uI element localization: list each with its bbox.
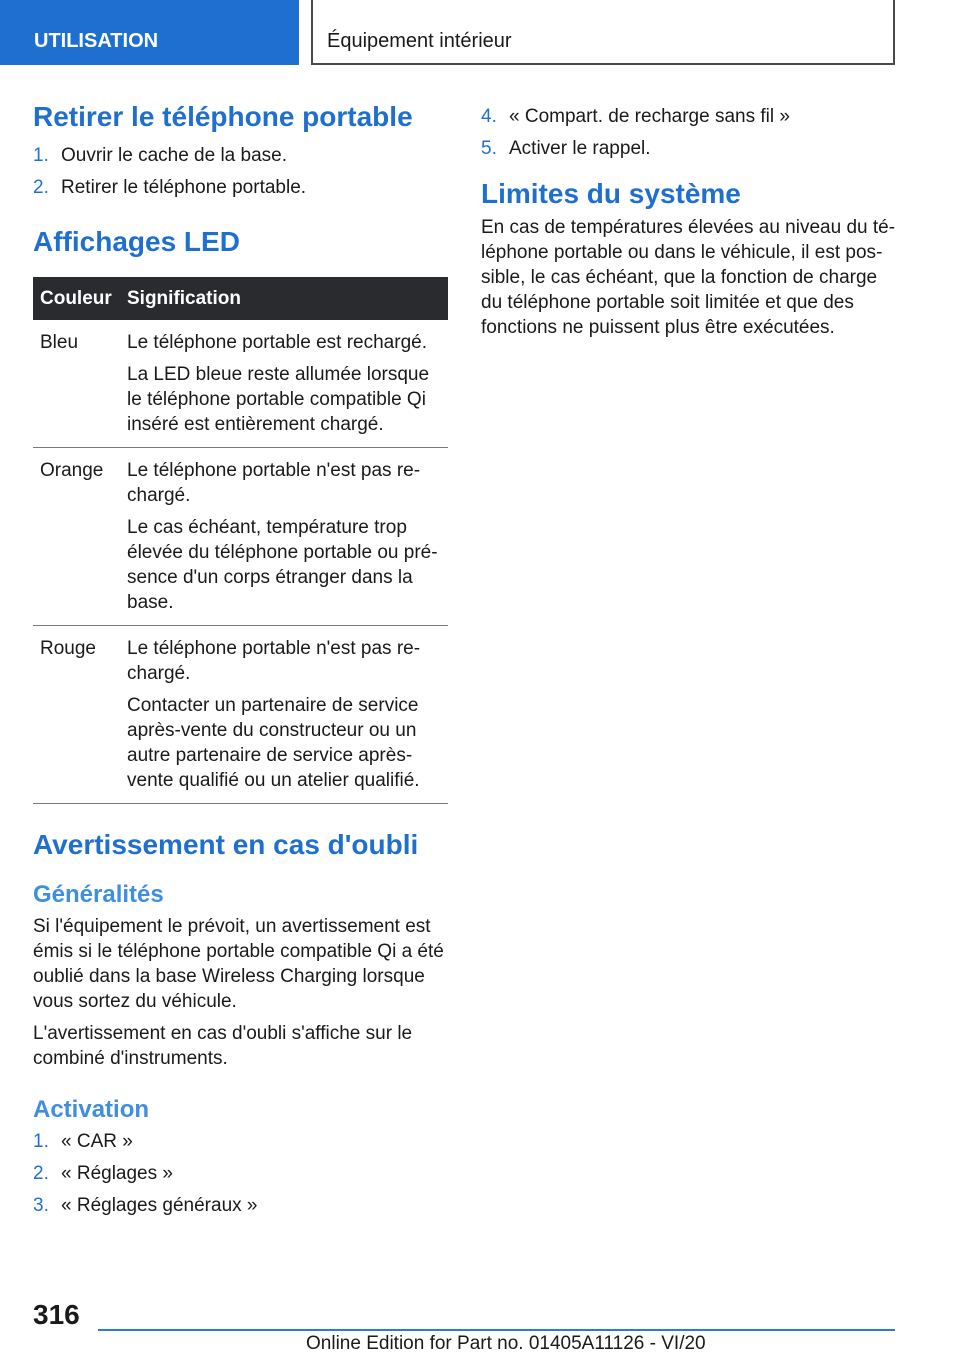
list-item: 5. Activer le rappel. — [481, 138, 651, 159]
list-item: 2. Retirer le téléphone portable. — [33, 177, 307, 198]
paragraph: L'avertissement en cas d'oubli s'affiche sur le combiné d'instruments. — [33, 1023, 413, 1069]
right-column — [481, 104, 896, 340]
list-item: 1. « CAR » — [33, 1131, 133, 1152]
chapter-title: Équipement intérieur — [311, 0, 895, 65]
table-row: Orange Le téléphone portable n'est pas rechargé. Le cas échéant, température trop élevée du téléphone portable ou présence d'un corps étranger dans la base. — [33, 448, 448, 626]
heading-activation: Activation — [33, 1096, 150, 1123]
col-header-color: Couleur — [33, 277, 120, 320]
list-item: 2. « Réglages » — [33, 1163, 173, 1184]
retirer-steps — [33, 143, 448, 200]
footer-rule — [98, 1329, 895, 1331]
heading-generalites: Généralités — [33, 881, 164, 908]
edition-note: Online Edition for Part no. 01405A11126 - VI/20 — [306, 1333, 706, 1354]
col-header-meaning: Signification — [120, 277, 448, 320]
section-tab: UTILISATION — [0, 0, 299, 65]
led-table — [33, 277, 448, 804]
heading-oubli: Avertissement en cas d'oubli — [33, 829, 419, 860]
heading-led: Affichages LED — [33, 226, 240, 257]
heading-limites: Limites du système — [481, 178, 741, 209]
table-row: Bleu Le téléphone portable est rechargé. La LED bleue reste allumée lorsque le téléphone portable compatible Qi inséré est entièrement chargé. — [33, 320, 448, 448]
activation-steps-cont — [481, 104, 896, 161]
list-item: 3. « Réglages généraux » — [33, 1195, 258, 1216]
heading-retirer: Retirer le téléphone portable — [33, 101, 413, 132]
page-number: 316 — [33, 1299, 80, 1330]
paragraph: Si l'équipement le prévoit, un avertissement est émis si le téléphone portable compatible Qi a été oublié dans la base Wireless Charging lorsque vous sortez du véhicule. — [33, 916, 444, 1012]
table-row: Rouge Le téléphone portable n'est pas rechargé. Contacter un partenaire de service après-vente du constructeur ou un autre partenaire de service après-vente qualifié ou un atelier qualifié. — [33, 626, 448, 804]
left-column — [33, 100, 448, 1225]
activation-steps — [33, 1129, 448, 1218]
list-item: 1. Ouvrir le cache de la base. — [33, 145, 288, 166]
list-item: 4. « Compart. de recharge sans fil » — [481, 106, 790, 127]
paragraph: En cas de températures élevées au niveau du téléphone portable ou dans le véhicule, il est possible, le cas échéant, que la fonction de charge du téléphone portable soit limitée et que des fonctions ne puissent plus être exécutées. — [481, 217, 896, 338]
